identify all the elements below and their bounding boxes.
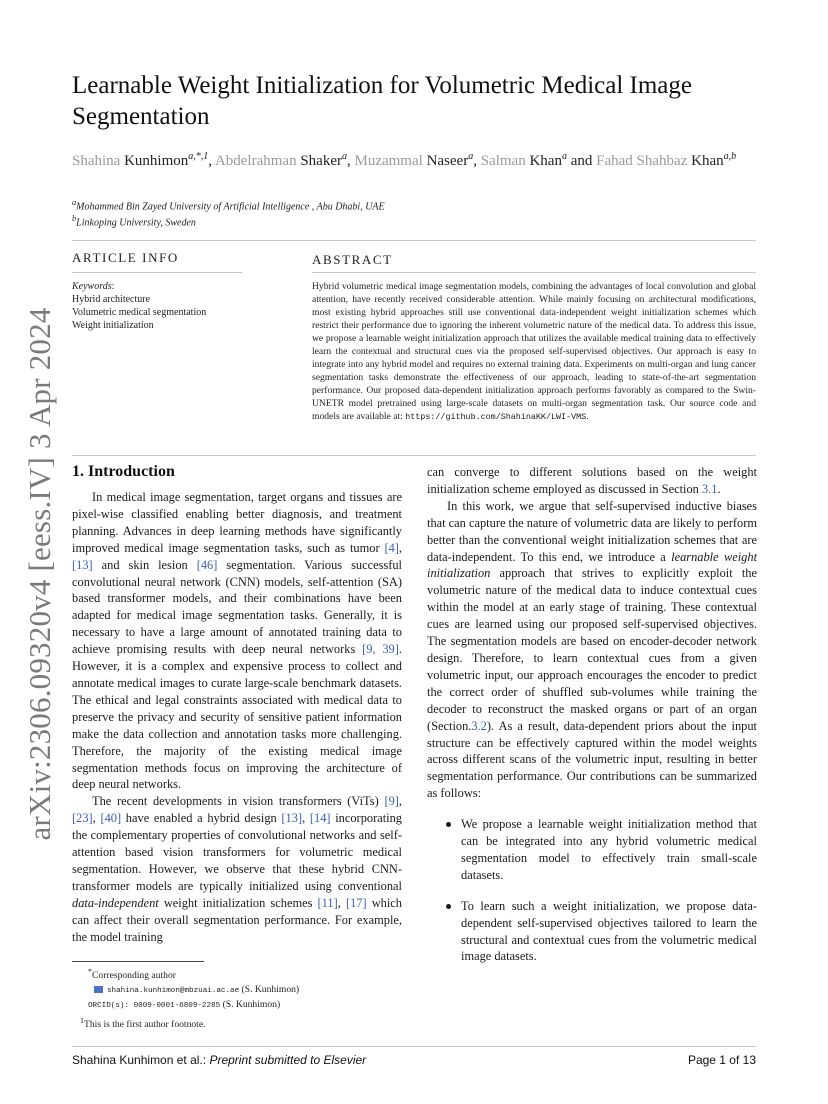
footer-divider: [72, 1046, 756, 1047]
body-text: incorporating the complementary properties of convolutional networks and self-attention based vision transformers for volumetric medical segmentation. However, we observe that these hybrid CNN-transformer models are typically initialized using conventional: [72, 811, 402, 893]
email-owner: (S. Kunhimon): [239, 983, 300, 995]
contributions-list: [461, 816, 757, 965]
body-text: have enabled a hybrid design: [121, 811, 282, 826]
contribution-text: We propose a learnable weight initialization method that can be integrated into any hybrid volumetric medical segmentation model to effectively train small-scale datasets.: [461, 817, 757, 882]
author-first-name: Abdelrahman: [214, 153, 301, 169]
body-text: which can affect their overall segmentation performance. For example, the model training: [72, 895, 402, 944]
affiliation-b-text: Linkoping University, Sweden: [76, 217, 196, 229]
author-affiliation-mark: a: [341, 151, 347, 162]
intro-paragraph-3: [427, 464, 757, 498]
contribution-text: To learn such a weight initialization, we propose data-dependent self-supervised objectives tailored to learn the structural and contextual cues from the volumetric medical image datasets.: [461, 898, 757, 964]
abstract-divider: [312, 272, 756, 273]
keywords-block: Keywords: Hybrid architecture Volumetric medical segmentation Weight initialization: [72, 280, 252, 332]
citation-link[interactable]: 3.2: [471, 718, 487, 733]
author-affiliation-mark: a: [468, 151, 474, 162]
citation-link[interactable]: [9]: [384, 794, 399, 809]
intro-paragraph-1: [72, 489, 402, 793]
author-last-name: Naseer: [426, 153, 469, 169]
author-last-name: Shaker: [300, 153, 342, 169]
abstract-text: Hybrid volumetric medical image segmentation models, combining the advantages of local convolution and global attention, have recently received considerable attention. While mainly focusing on architectural modifications, most existing hybrid approaches still use conventional data-independent weight initialization schemes which restrict their performance due to ignoring the inherent volumetric nature of the medical data. To address this issue, we propose a learnable weight initialization approach that utilizes the available medical training data to effectively learn the contextual and structural cues via the proposed self-supervised objectives. Our approach is easy to integrate into any hybrid model and requires no external training data. Experiments on multi-organ and lung cancer segmentation tasks demonstrate the effectiveness of our approach, leading to state-of-the-art segmentation performance. Our proposed data-dependent initialization approach performs favorably as compared to the Swin-UNETR model pretrained using large-scale datasets on multi-organ segmentation task. Our source code and models are available at:: [312, 281, 756, 422]
mail-icon: [94, 986, 103, 993]
author-affiliation-mark: a: [561, 151, 567, 162]
citation-link[interactable]: [17]: [345, 895, 367, 910]
body-text: . However, it is a complex and expensive process to collect and annotate medical images to curate large-scale benchmark datasets. The ethical and legal constraints associated with medical data to preserve the privacy and security of sensitive patient information make the data collection and annotation tasks more challenging. Therefore, the majority of the existing medical image segmentation methods focus on improving the architecture of deep neural networks.: [72, 642, 402, 792]
citation-link[interactable]: [13]: [72, 557, 93, 572]
abstract-heading: ABSTRACT: [312, 252, 393, 267]
left-column: [72, 489, 402, 945]
bullet-icon: [446, 822, 451, 827]
article-info-divider: [72, 272, 242, 273]
citation-link[interactable]: [9, 39]: [362, 642, 399, 657]
affiliation-b: [72, 214, 672, 228]
body-text: .: [717, 481, 721, 496]
footer-page-number: Page 1 of 13: [687, 1053, 756, 1067]
body-text: segmentation. Various successful convolutional neural network (CNN) models, self-attention (SA) based transformer models, and their combinations have been adapted for medical image segmentation tasks. Generally, it is necessary to have a large amount of annotated training data to achieve promising results with deep neural networks: [72, 557, 402, 657]
intro-paragraph-2: [72, 793, 402, 945]
author-last-name: Khan: [691, 153, 724, 169]
body-text: In this work, we argue that self-supervised inductive biases that can capture the nature of volumetric data are likely to perform better than the conventional weight initialization schemes that are data-independent. To this end, we introduce a: [427, 498, 757, 564]
section-heading-introduction: 1. Introduction: [72, 463, 175, 480]
footnote-orcid: [88, 998, 408, 1014]
citation-link[interactable]: [11]: [317, 895, 338, 910]
author-list: [72, 145, 752, 173]
citation-link[interactable]: [40]: [100, 811, 122, 826]
footnote-divider: [72, 961, 204, 962]
author-separator: ,: [346, 153, 355, 169]
header-divider: [72, 240, 756, 241]
abstract-bottom-divider: [72, 455, 756, 456]
footnote-first-author: $^1$This is the first author footnote.: [80, 1015, 206, 1030]
first-author-note: This is the first author footnote.: [84, 1018, 206, 1030]
right-column: [427, 464, 757, 965]
keyword-item: Volumetric medical segmentation: [72, 307, 207, 318]
intro-paragraph-4: [427, 498, 757, 802]
arxiv-sidebar: [0, 0, 60, 1104]
author-separator: ,: [473, 153, 481, 169]
source-code-link[interactable]: https://github.com/ShahinaKK/LWI-VMS: [405, 412, 587, 422]
footnote-email: [88, 983, 408, 999]
body-text: ,: [337, 895, 346, 910]
body-text: ,: [398, 540, 402, 555]
citation-link[interactable]: [4]: [384, 540, 399, 555]
orcid-label: ORCID(s):: [88, 1002, 134, 1011]
email-link[interactable]: shahina.kunhimon@mbzuai.ac.ae: [107, 986, 240, 995]
affiliation-a-mark: a: [72, 198, 77, 207]
body-text: ,: [302, 811, 310, 826]
citation-link[interactable]: [46]: [196, 557, 218, 572]
body-text: ,: [398, 794, 402, 809]
abstract-body: [312, 280, 756, 424]
body-text: and skin lesion: [92, 557, 197, 572]
footnotes: [80, 965, 408, 1031]
footer-authors: Shahina Kunhimon et al.:: [72, 1053, 210, 1067]
orcid-owner: (S. Kunhimon): [220, 999, 281, 1011]
affiliation-a-text: Mohammed Bin Zayed University of Artificial Intelligence , Abu Dhabi, UAE: [76, 201, 385, 213]
citation-link[interactable]: [23]: [72, 811, 93, 826]
affiliation-a: [72, 198, 672, 212]
citation-link[interactable]: 3.1: [701, 481, 718, 496]
body-text: can converge to different solutions based on the weight initialization scheme employed as discussed in Section: [427, 465, 757, 496]
author-last-name: Khan: [529, 153, 562, 169]
author-first-name: Fahad Shahbaz: [596, 153, 692, 169]
citation-link[interactable]: [14]: [309, 811, 331, 826]
author-separator: and: [566, 153, 597, 169]
author-affiliation-mark: a,b: [723, 151, 737, 162]
keywords-label: Keywords: [72, 281, 112, 292]
article-info-heading: ARTICLE INFO: [72, 250, 179, 265]
author-separator: ,: [208, 153, 215, 169]
abstract-end: .: [586, 411, 589, 422]
contribution-item: [461, 816, 757, 884]
body-text: ,: [92, 811, 101, 826]
keyword-item: Weight initialization: [72, 320, 154, 331]
emphasis-text: data-independent: [72, 895, 159, 910]
orcid-value: 0009-0001-6809-2285: [133, 1002, 221, 1011]
arxiv-identifier: arXiv:2306.09320v4 [eess.IV] 3 Apr 2024: [22, 307, 57, 841]
contribution-item: [461, 898, 757, 966]
author-last-name: Kunhimon: [124, 153, 189, 169]
footer-left: [72, 1053, 366, 1067]
bullet-icon: [446, 904, 451, 909]
affiliation-b-mark: b: [72, 214, 77, 223]
paper-title: Learnable Weight Initialization for Volumetric Medical Image Segmentation: [72, 72, 692, 130]
body-text: ). As a result, data-dependent priors about the input structure can be effectively captured within the model weights across different scans of the volumetric input, resulting in better segmentation performance. Our contributions can be summarized as follows:: [427, 718, 757, 801]
footer-venue: Preprint submitted to Elsevier: [209, 1053, 367, 1067]
corresponding-author-text: Corresponding author: [92, 970, 176, 982]
emphasis-text: learnable weight initialization: [427, 549, 758, 581]
author-first-name: Salman: [480, 153, 530, 169]
citation-link[interactable]: [13]: [281, 811, 303, 826]
footnote-corresponding: *Corresponding author: [88, 967, 176, 982]
body-text: In medical image segmentation, target organs and tissues are pixel-wise classified enabling better diagnosis, and treatment planning. Advances in deep learning methods have significantly improved medical image segmentation tasks, such as tumor: [72, 490, 402, 555]
author-first-name: Muzammal: [354, 153, 427, 169]
keyword-item: Hybrid architecture: [72, 294, 151, 305]
body-text: weight initialization schemes: [158, 895, 318, 910]
author-affiliation-mark: a,*,1: [188, 151, 209, 162]
body-text: approach that strives to explicitly exploit the volumetric nature of the medical data to induce contextual cues within the model at an early stage of training. These contextual cues are learned using our proposed self-supervised objectives. The segmentation models are based on encoder-decoder network design. Therefore, to learn contextual cues from a given volumetric input, our approach encourages the encoder to predict the correct order of shuffled sub-volumes while training the decoder to reconstruct the masked organs or part of an organ (Section.: [427, 566, 757, 733]
body-text: The recent developments in vision transformers (ViTs): [92, 794, 385, 809]
author-first-name: Shahina: [72, 153, 125, 169]
